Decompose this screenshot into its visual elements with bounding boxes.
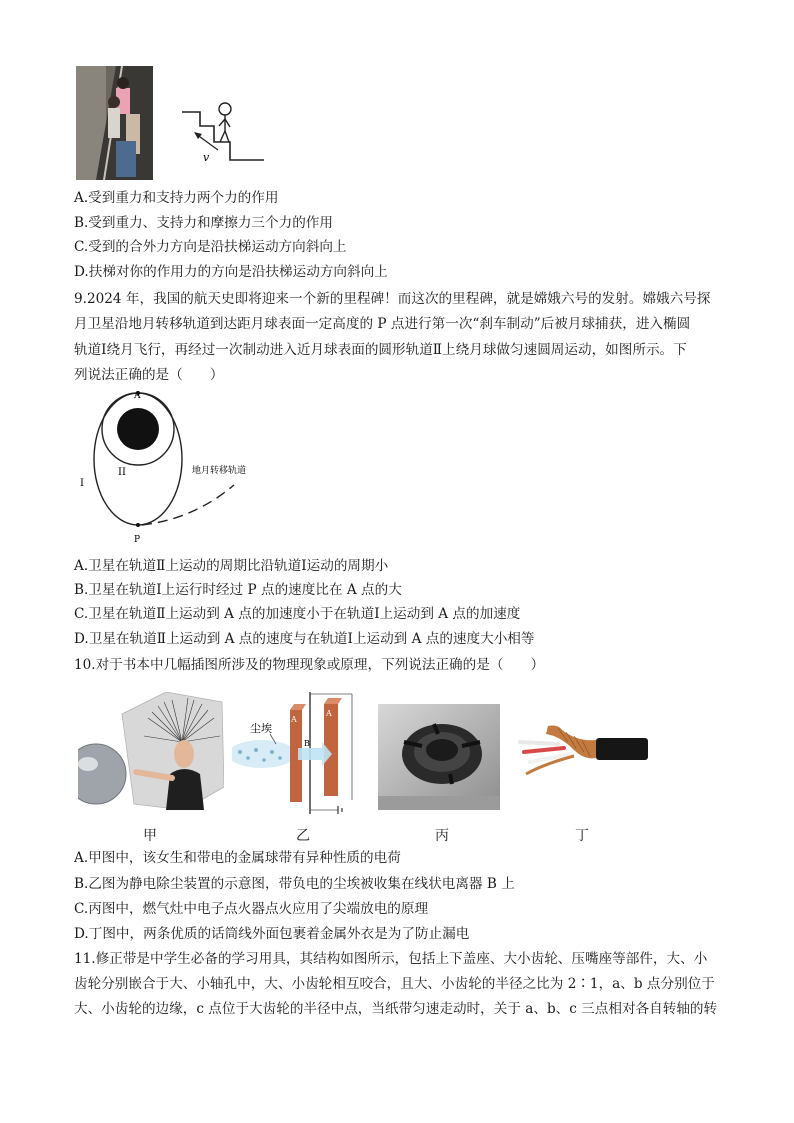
q8-option-a: A.受到重力和支持力两个力的作用	[74, 190, 279, 206]
q8-option-d: D.扶梯对你的作用力的方向是沿扶梯运动方向斜向上	[74, 264, 388, 280]
q10-option-c: C.丙图中，燃气灶中电子点火器点火应用了尖端放电的原理	[74, 901, 429, 917]
caption-bing: 丙	[435, 828, 449, 844]
label-orbit-1: I	[80, 478, 84, 489]
point-p	[136, 523, 140, 527]
q10-option-b: B.乙图为静电除尘装置的示意图，带负电的尘埃被收集在线状电离器 B 上	[74, 876, 515, 892]
velocity-label: v	[203, 151, 210, 164]
label-p: P	[134, 535, 141, 545]
label-a: A	[134, 391, 141, 401]
caption-ding: 丁	[575, 828, 589, 844]
figure-bing	[378, 704, 500, 810]
escalator-photo	[76, 66, 153, 180]
q9-stem-line-3: 轨道Ⅰ绕月飞行，再经过一次制动进入近月球表面的圆形轨道Ⅱ上绕月球做匀速圆周运动，如图所示。下	[74, 342, 687, 358]
q11-stem-line-3: 大、小齿轮的边缘，c 点位于大齿轮的半径中点，当纸带匀速走动时，关于 a、b、c 三点相对各自转轴的转	[74, 1001, 718, 1017]
q9-option-b: B.卫星在轨道Ⅰ上运行时经过 P 点的速度比在 A 点的大	[74, 582, 402, 598]
q8-option-c: C.受到的合外力方向是沿扶梯运动方向斜向上	[74, 239, 347, 255]
moon	[117, 408, 159, 450]
label-orbit-2: II	[118, 467, 126, 478]
q11-stem-line-2: 齿轮分别嵌合于大、小轴孔中，大、小齿轮相互咬合，且大、小齿轮的半径之比为 2∶1，a、b 点分别位于	[74, 976, 715, 992]
q10-stem: 10.对于书本中几幅插图所涉及的物理现象或原理，下列说法正确的是（ ）	[74, 657, 545, 673]
q8-option-b: B.受到重力、支持力和摩擦力三个力的作用	[74, 215, 333, 231]
q10-option-d: D.丁图中，两条优质的话筒线外面包裹着金属外衣是为了防止漏电	[74, 926, 470, 942]
q10-option-a: A.甲图中，该女生和带电的金属球带有异种性质的电荷	[74, 850, 401, 866]
wire-b-label: B	[304, 739, 310, 748]
plate-a1-label: A	[291, 715, 297, 724]
orbit-diagram	[74, 385, 274, 545]
figure-yi	[232, 692, 372, 822]
plate-a2-label: A	[326, 709, 332, 718]
figure-ding	[518, 712, 648, 782]
caption-jia: 甲	[143, 828, 157, 844]
escalator-diagram	[178, 98, 268, 166]
q9-stem-line-1: 9.2024 年，我国的航天史即将迎来一个新的里程碑！而这次的里程碑，就是嫦娥六号的发射。嫦娥六号探	[74, 291, 711, 307]
q9-stem-line-2: 月卫星沿地月转移轨道到达距月球表面一定高度的 P 点进行第一次“刹车制动”后被月球捕获，进入椭圆	[74, 316, 691, 332]
figure-jia	[74, 692, 224, 810]
caption-yi: 乙	[296, 828, 310, 844]
q9-option-c: C.卫星在轨道Ⅱ上运动到 A 点的加速度小于在轨道Ⅰ上运动到 A 点的加速度	[74, 606, 521, 622]
dust-label: 尘埃	[250, 722, 272, 735]
q9-option-d: D.卫星在轨道Ⅱ上运动到 A 点的速度与在轨道Ⅰ上运动到 A 点的速度大小相等	[74, 631, 535, 647]
q9-stem-line-4: 列说法正确的是（ ）	[74, 367, 224, 383]
q11-stem-line-1: 11.修正带是中学生必备的学习用具，其结构如图所示，包括上下盖座、大小齿轮、压嘴座等部件，大、小	[74, 951, 708, 967]
q9-option-a: A.卫星在轨道Ⅱ上运动的周期比沿轨道Ⅰ运动的周期小	[74, 558, 389, 574]
label-transfer-orbit: 地月转移轨道	[192, 466, 247, 476]
